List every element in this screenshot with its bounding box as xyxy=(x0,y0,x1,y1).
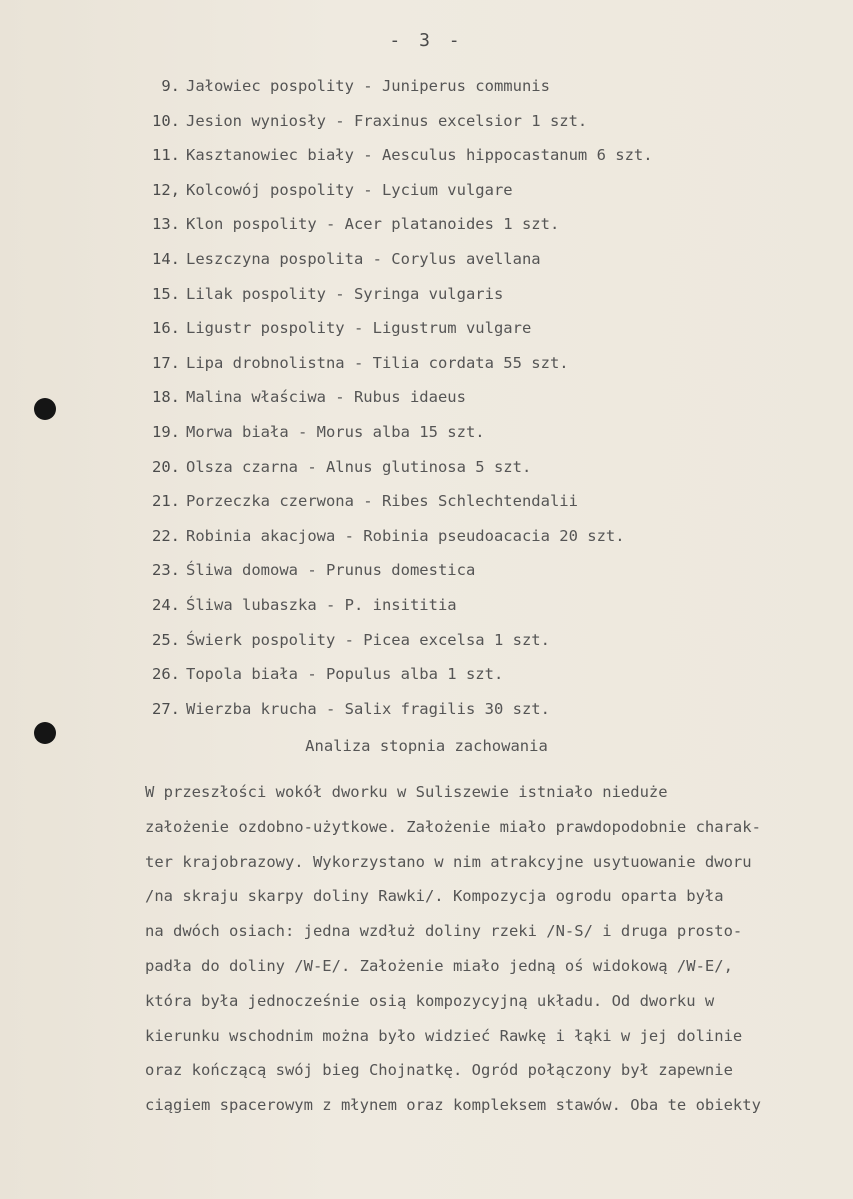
list-item xyxy=(134,178,834,213)
item-number: 16. xyxy=(152,319,180,338)
list-item xyxy=(134,628,834,663)
item-text: Wierzba krucha - Salix fragilis 30 szt. xyxy=(186,699,550,718)
item-text: Jałowiec pospolity - Juniperus communis xyxy=(186,77,550,95)
paragraph-line: na dwóch osiach: jedna wzdłuż doliny rzeki /N-S/ i druga prosto- xyxy=(145,922,743,941)
item-text: Olsza czarna - Alnus glutinosa 5 szt. xyxy=(186,457,532,476)
item-number: 23. xyxy=(152,561,180,580)
item-number: 14. xyxy=(152,249,180,268)
list-item xyxy=(134,662,834,697)
paragraph-line: padła do doliny /W-E/. Założenie miało jedną oś widokową /W-E/, xyxy=(145,956,733,975)
item-text: Kasztanowiec biały - Aesculus hippocastanum 6 szt. xyxy=(186,146,653,165)
list-item xyxy=(134,351,834,386)
item-text: Leszczyna pospolita - Corylus avellana xyxy=(186,249,541,268)
list-item xyxy=(134,109,834,144)
list-item xyxy=(134,385,834,420)
item-number: 13. xyxy=(152,215,180,234)
item-text: Porzeczka czerwona - Ribes Schlechtendalii xyxy=(186,492,578,511)
list-item xyxy=(134,420,834,455)
item-number: 21. xyxy=(152,492,180,511)
list-item xyxy=(134,282,834,317)
item-number: 17. xyxy=(152,353,180,372)
item-text: Jesion wyniosły - Fraxinus excelsior 1 szt. xyxy=(186,111,588,130)
item-number: 22. xyxy=(152,526,180,545)
item-text: Lilak pospolity - Syringa vulgaris xyxy=(186,284,504,303)
list-item xyxy=(134,143,834,178)
item-number: 18. xyxy=(152,388,180,407)
list-item xyxy=(134,524,834,559)
item-number: 25. xyxy=(152,630,180,649)
list-item xyxy=(134,558,834,593)
punch-hole-top xyxy=(34,398,56,420)
page-number: - 3 - xyxy=(389,30,464,51)
paragraph-line: która była jednocześnie osią kompozycyjną układu. Od dworku w xyxy=(145,991,715,1010)
item-number: 9. xyxy=(161,77,180,95)
item-text: Morwa biała - Morus alba 15 szt. xyxy=(186,422,485,441)
list-item xyxy=(134,593,834,628)
item-text: Ligustr pospolity - Ligustrum vulgare xyxy=(186,319,532,338)
item-text: Robinia akacjowa - Robinia pseudoacacia 20 szt. xyxy=(186,526,625,545)
item-text: Klon pospolity - Acer platanoides 1 szt. xyxy=(186,215,560,234)
item-text: Lipa drobnolistna - Tilia cordata 55 szt. xyxy=(186,353,569,372)
item-number: 10. xyxy=(152,111,180,130)
item-text: Kolcowój pospolity - Lycium vulgare xyxy=(186,180,513,199)
list-item xyxy=(134,455,834,490)
item-text: Śliwa domowa - Prunus domestica xyxy=(186,561,476,580)
item-text: Śliwa lubaszka - P. insititia xyxy=(186,595,457,614)
item-number: 12, xyxy=(152,180,180,199)
item-number: 19. xyxy=(152,422,180,441)
item-number: 20. xyxy=(152,457,180,476)
section-heading: Analiza stopnia zachowania xyxy=(305,737,548,755)
list-item xyxy=(134,316,834,351)
item-number: 26. xyxy=(152,665,180,684)
list-item xyxy=(134,212,834,247)
item-number: 24. xyxy=(152,595,180,614)
paragraph-line: W przeszłości wokół dworku w Suliszewie istniało nieduże xyxy=(145,783,668,801)
species-list xyxy=(134,74,834,731)
paragraph-line: oraz kończącą swój bieg Chojnatkę. Ogród połączony był zapewnie xyxy=(145,1061,733,1080)
list-item xyxy=(134,489,834,524)
list-item xyxy=(134,247,834,282)
paragraph-line: ter krajobrazowy. Wykorzystano w nim atrakcyjne usytuowanie dworu xyxy=(145,852,752,871)
item-text: Świerk pospolity - Picea excelsa 1 szt. xyxy=(186,630,550,649)
body-paragraph xyxy=(145,780,845,1128)
item-number: 15. xyxy=(152,284,180,303)
item-text: Topola biała - Populus alba 1 szt. xyxy=(186,665,504,684)
item-text: Malina właściwa - Rubus idaeus xyxy=(186,388,466,407)
list-item xyxy=(134,74,834,109)
list-item xyxy=(134,697,834,732)
paragraph-line: założenie ozdobno-użytkowe. Założenie miało prawdopodobnie charak- xyxy=(145,817,761,836)
paragraph-line: ciągiem spacerowym z młynem oraz kompleksem stawów. Oba te obiekty xyxy=(145,1096,761,1115)
item-number: 11. xyxy=(152,146,180,165)
paragraph-line: /na skraju skarpy doliny Rawki/. Kompozycja ogrodu oparta była xyxy=(145,887,724,906)
paragraph-line: kierunku wschodnim można było widzieć Rawkę i łąki w jej dolinie xyxy=(145,1026,743,1045)
item-number: 27. xyxy=(152,699,180,718)
